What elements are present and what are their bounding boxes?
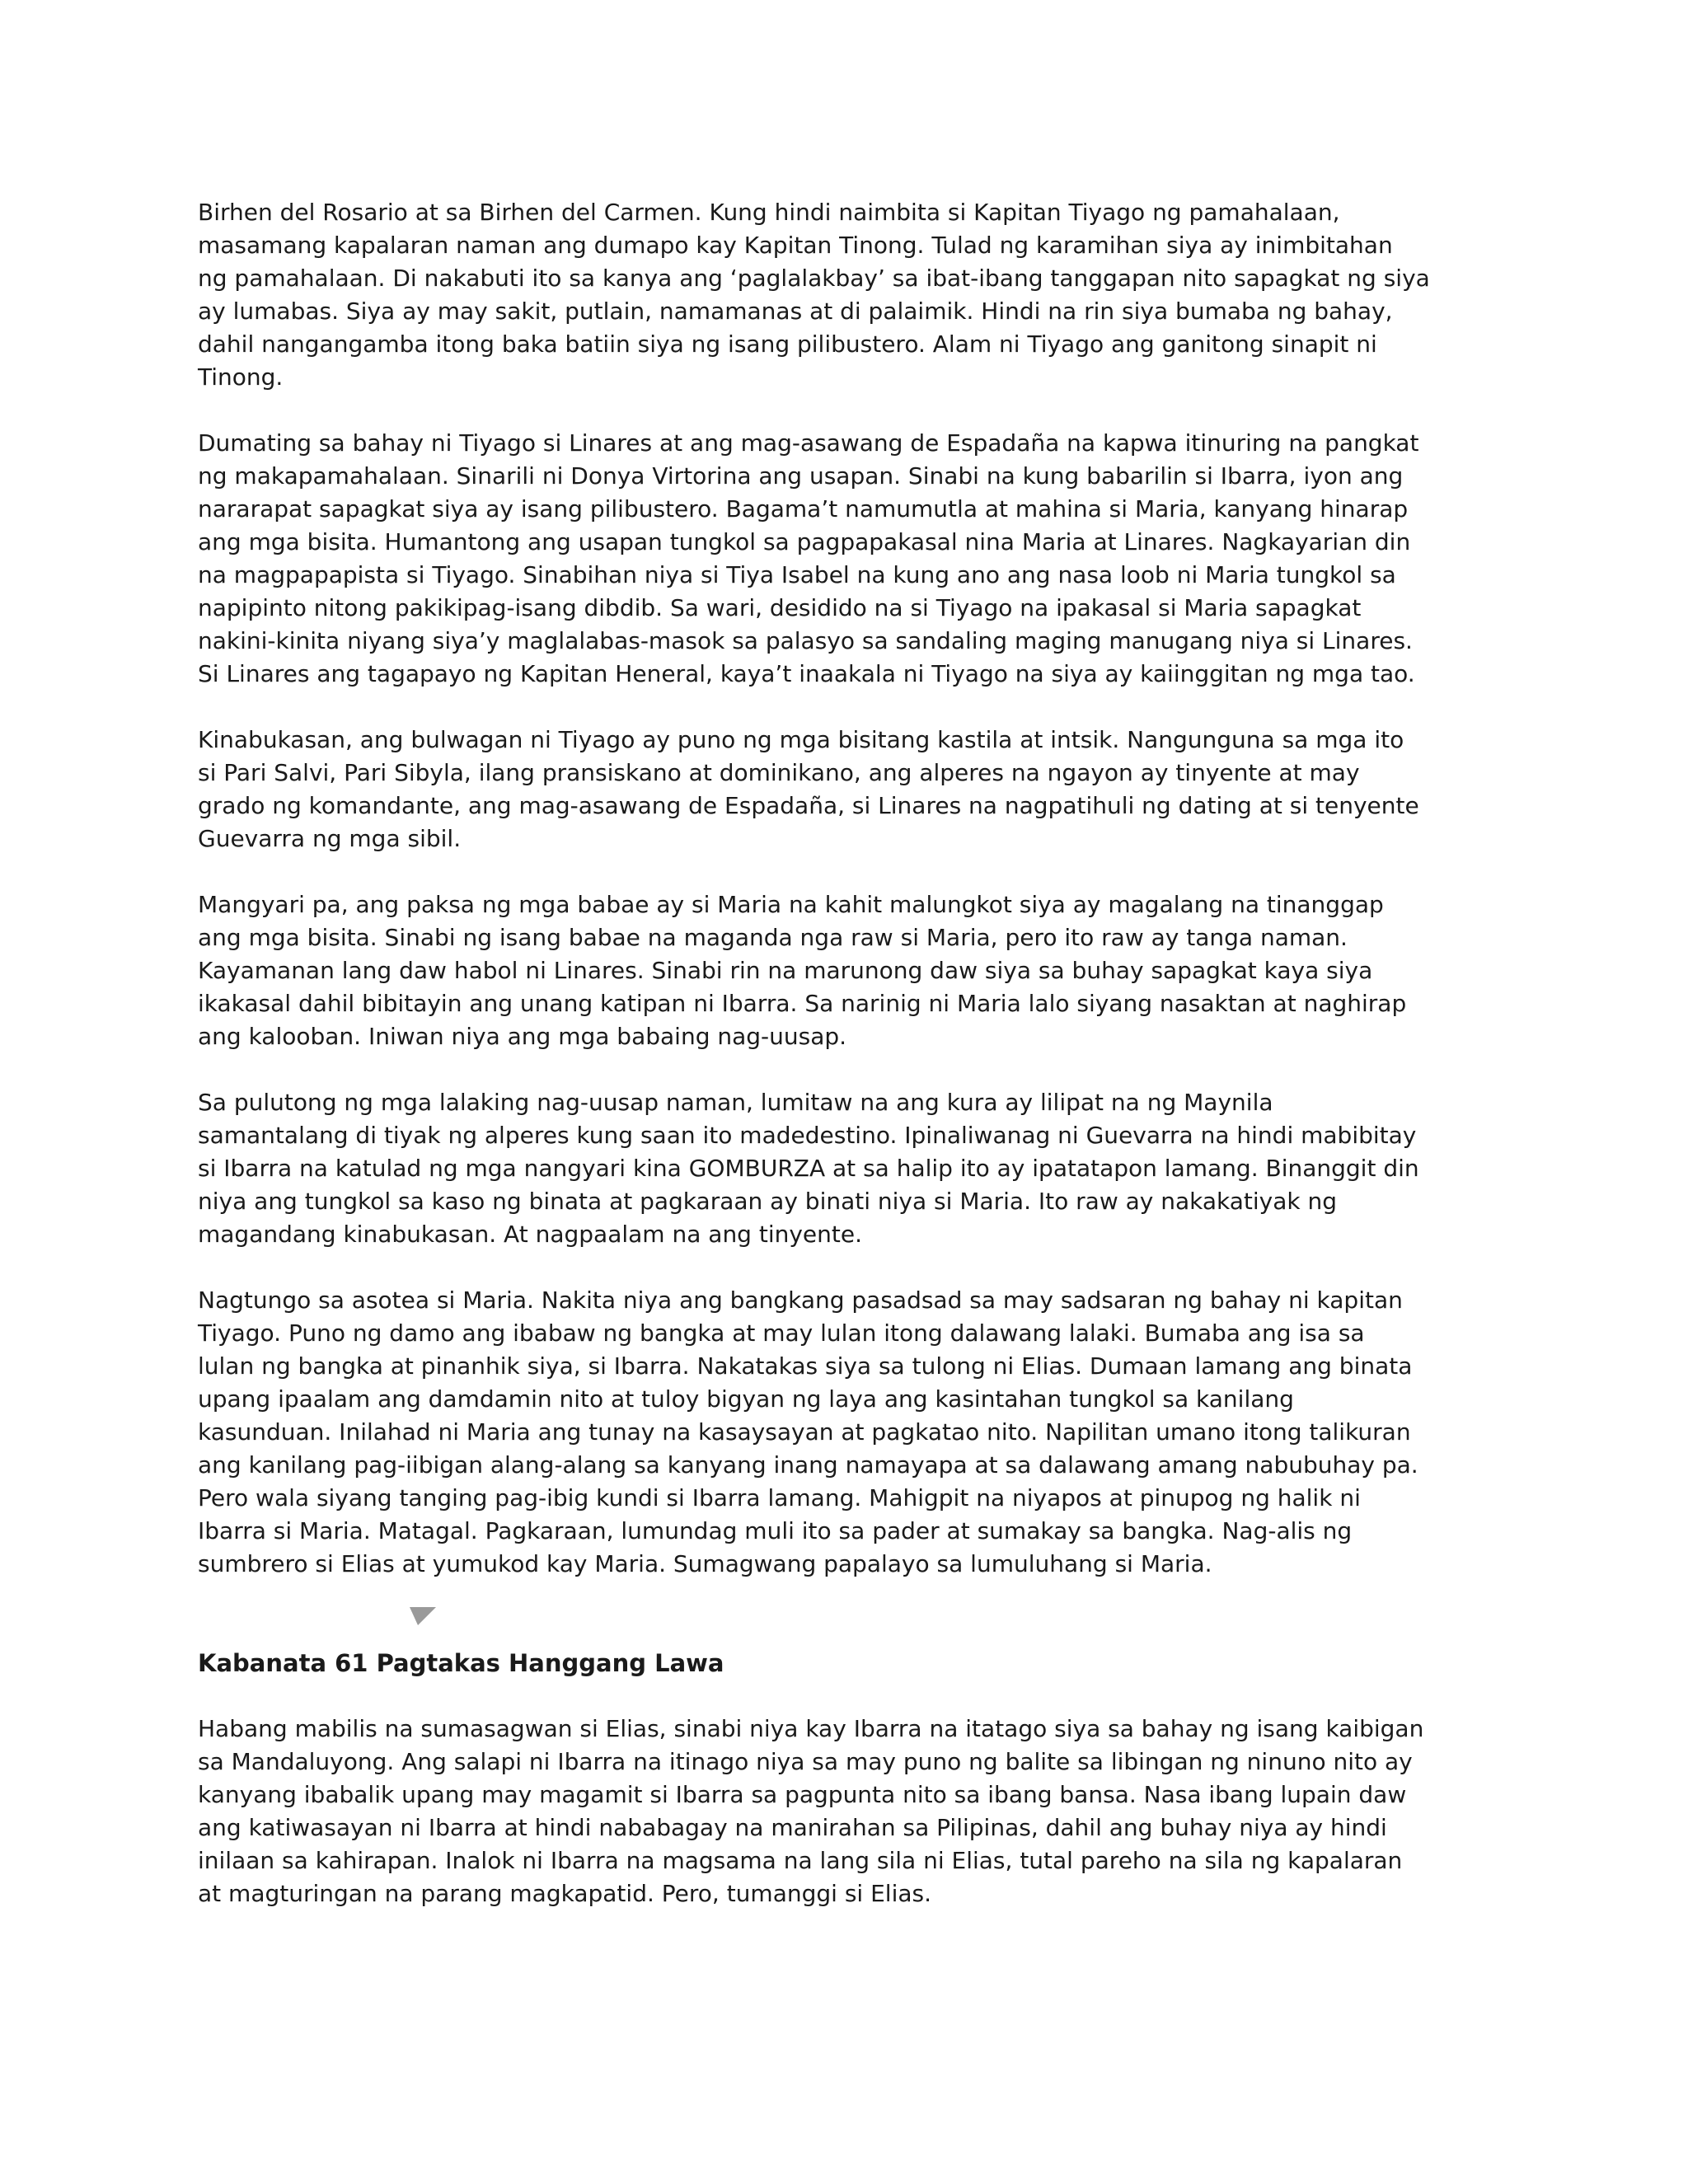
text-line: Birhen del Rosario at sa Birhen del Carmen. Kung hindi naimbita si Kapitan Tiyago ng pamahalaan, bbox=[198, 199, 1340, 226]
text-line: Ibarra si Maria. Matagal. Pagkaraan, lumundag muli ito sa pader at sumakay sa bangka. Nag-alis ng bbox=[198, 1517, 1353, 1544]
text-line: si Ibarra na katulad ng mga nangyari kina GOMBURZA at sa halip ito ay ipatatapon lamang. Binanggit din bbox=[198, 1155, 1419, 1182]
text-line: ang mga bisita. Humantong ang usapan tungkol sa pagpapakasal nina Maria at Linares. Nagkayarian din bbox=[198, 528, 1411, 555]
text-line: Tinong. bbox=[198, 363, 284, 391]
paragraph bbox=[198, 888, 1488, 1053]
chapter-heading: Kabanata 61 Pagtakas Hanggang Lawa bbox=[198, 1649, 724, 1677]
text-line: Tiyago. Puno ng damo ang ibabaw ng bangka at may lulan itong dalawang lalaki. Bumaba ang isa sa bbox=[198, 1319, 1365, 1347]
text-line: ang katiwasayan ni Ibarra at hindi nababagay na manirahan sa Pilipinas, dahil ang buhay niya ay hindi bbox=[198, 1814, 1387, 1841]
document-page bbox=[198, 196, 1488, 1943]
text-line: si Pari Salvi, Pari Sibyla, ilang pransiskano at dominikano, ang alperes na ngayon ay tinyente at may bbox=[198, 759, 1360, 786]
text-line: lulan ng bangka at pinanhik siya, si Ibarra. Nakatakas siya sa tulong ni Elias. Dumaan lamang ang binata bbox=[198, 1352, 1413, 1380]
text-line: na magpapapista si Tiyago. Sinabihan niya si Tiya Isabel na kung ano ang nasa loob ni Maria tungkol sa bbox=[198, 561, 1396, 588]
text-line: Nagtungo sa asotea si Maria. Nakita niya ang bangkang pasadsad sa may sadsaran ng bahay ni kapitan bbox=[198, 1286, 1403, 1314]
paragraph bbox=[198, 1086, 1488, 1251]
paragraph bbox=[198, 427, 1488, 691]
text-line: Kinabukasan, ang bulwagan ni Tiyago ay puno ng mga bisitang kastila at intsik. Nangunguna sa mga ito bbox=[198, 726, 1404, 753]
text-line: samantalang di tiyak ng alperes kung saan ito madedestino. Ipinaliwanag ni Guevarra na hindi mabibitay bbox=[198, 1122, 1417, 1149]
text-line: inilaan sa kahirapan. Inalok ni Ibarra na magsama na lang sila ni Elias, tutal pareho na sila ng kapalaran bbox=[198, 1847, 1403, 1874]
text-line: Pero wala siyang tanging pag-ibig kundi si Ibarra lamang. Mahigpit na niyapos at pinupog ng halik ni bbox=[198, 1484, 1361, 1511]
text-line: sa Mandaluyong. Ang salapi ni Ibarra na itinago niya sa may puno ng balite sa libingan ng ninuno nito ay bbox=[198, 1748, 1413, 1775]
text-line: ay lumabas. Siya ay may sakit, putlain, namamanas at di palaimik. Hindi na rin siya bumaba ng bahay, bbox=[198, 298, 1393, 325]
text-line: ang kanilang pag-iibigan alang-alang sa kanyang inang namayapa at sa dalawang amang nabubuhay pa. bbox=[198, 1451, 1418, 1479]
body-text-after-heading bbox=[198, 1713, 1488, 1910]
paragraph bbox=[198, 724, 1488, 855]
text-line: Guevarra ng mga sibil. bbox=[198, 825, 462, 852]
text-line: Kayamanan lang daw habol ni Linares. Sinabi rin na marunong daw siya sa buhay sapagkat kaya siya bbox=[198, 957, 1373, 984]
paragraph bbox=[198, 1284, 1488, 1581]
text-line: Si Linares ang tagapayo ng Kapitan Heneral, kaya’t inaakala ni Tiyago na siya ay kaiinggitan ng mga tao. bbox=[198, 660, 1415, 687]
text-line: ng pamahalaan. Di nakabuti ito sa kanya ang ‘paglalakbay’ sa ibat-ibang tanggapan nito sapagkat ng siya bbox=[198, 265, 1430, 292]
text-line: Habang mabilis na sumasagwan si Elias, sinabi niya kay Ibarra na itatago siya sa bahay ng isang kaibigan bbox=[198, 1715, 1424, 1742]
body-text-before-heading bbox=[198, 196, 1488, 1581]
text-line: at magturingan na parang magkapatid. Pero, tumanggi si Elias. bbox=[198, 1880, 931, 1907]
section-marker bbox=[198, 1605, 1488, 1638]
text-line: dahil nangangamba itong baka batiin siya ng isang pilibustero. Alam ni Tiyago ang ganitong sinapit ni bbox=[198, 330, 1377, 358]
corner-arrow-icon bbox=[410, 1605, 438, 1627]
text-line: Dumating sa bahay ni Tiyago si Linares at ang mag-asawang de Espadaña na kapwa itinuring na pangkat bbox=[198, 429, 1419, 457]
paragraph bbox=[198, 1713, 1488, 1910]
text-line: napipinto nitong pakikipag-isang dibdib. Sa wari, desidido na si Tiyago na ipakasal si Maria sapagkat bbox=[198, 594, 1362, 621]
text-line: ng makapamahalaan. Sinarili ni Donya Virtorina ang usapan. Sinabi na kung babarilin si Ibarra, iyon ang bbox=[198, 462, 1404, 490]
text-line: ikakasal dahil bibitayin ang unang katipan ni Ibarra. Sa narinig ni Maria lalo siyang nasaktan at naghirap bbox=[198, 990, 1407, 1017]
paragraph bbox=[198, 196, 1488, 394]
text-line: Mangyari pa, ang paksa ng mga babae ay si Maria na kahit malungkot siya ay magalang na tinanggap bbox=[198, 891, 1384, 918]
text-line: magandang kinabukasan. At nagpaalam na ang tinyente. bbox=[198, 1221, 863, 1248]
text-line: ang mga bisita. Sinabi ng isang babae na maganda nga raw si Maria, pero ito raw ay tanga naman. bbox=[198, 924, 1348, 951]
text-line: niya ang tungkol sa kaso ng binata at pagkaraan ay binati niya si Maria. Ito raw ay nakakatiyak ng bbox=[198, 1188, 1338, 1215]
text-line: Sa pulutong ng mga lalaking nag-uusap naman, lumitaw na ang kura ay lilipat na ng Maynila bbox=[198, 1089, 1273, 1116]
text-line: sumbrero si Elias at yumukod kay Maria. Sumagwang papalayo sa lumuluhang si Maria. bbox=[198, 1550, 1212, 1577]
text-line: grado ng komandante, ang mag-asawang de Espadaña, si Linares na nagpatihuli ng dating at si tenyente bbox=[198, 792, 1419, 819]
text-line: kanyang ibabalik upang may magamit si Ibarra sa pagpunta nito sa ibang bansa. Nasa ibang lupain daw bbox=[198, 1781, 1407, 1808]
text-line: masamang kapalaran naman ang dumapo kay Kapitan Tinong. Tulad ng karamihan siya ay inimbitahan bbox=[198, 232, 1393, 259]
text-line: upang ipaalam ang damdamin nito at tuloy bigyan ng laya ang kasintahan tungkol sa kanilang bbox=[198, 1385, 1294, 1413]
text-line: nakini-kinita niyang siya’y maglalabas-masok sa palasyo sa sandaling maging manugang niya si Linares. bbox=[198, 627, 1413, 654]
text-line: kasunduan. Inilahad ni Maria ang tunay na kasaysayan at pagkatao nito. Napilitan umano itong talikuran bbox=[198, 1418, 1411, 1446]
text-line: nararapat sapagkat siya ay isang pilibustero. Bagama’t namumutla at mahina si Maria, kanyang hinarap bbox=[198, 495, 1409, 523]
text-line: ang kalooban. Iniwan niya ang mga babaing nag-uusap. bbox=[198, 1023, 847, 1050]
